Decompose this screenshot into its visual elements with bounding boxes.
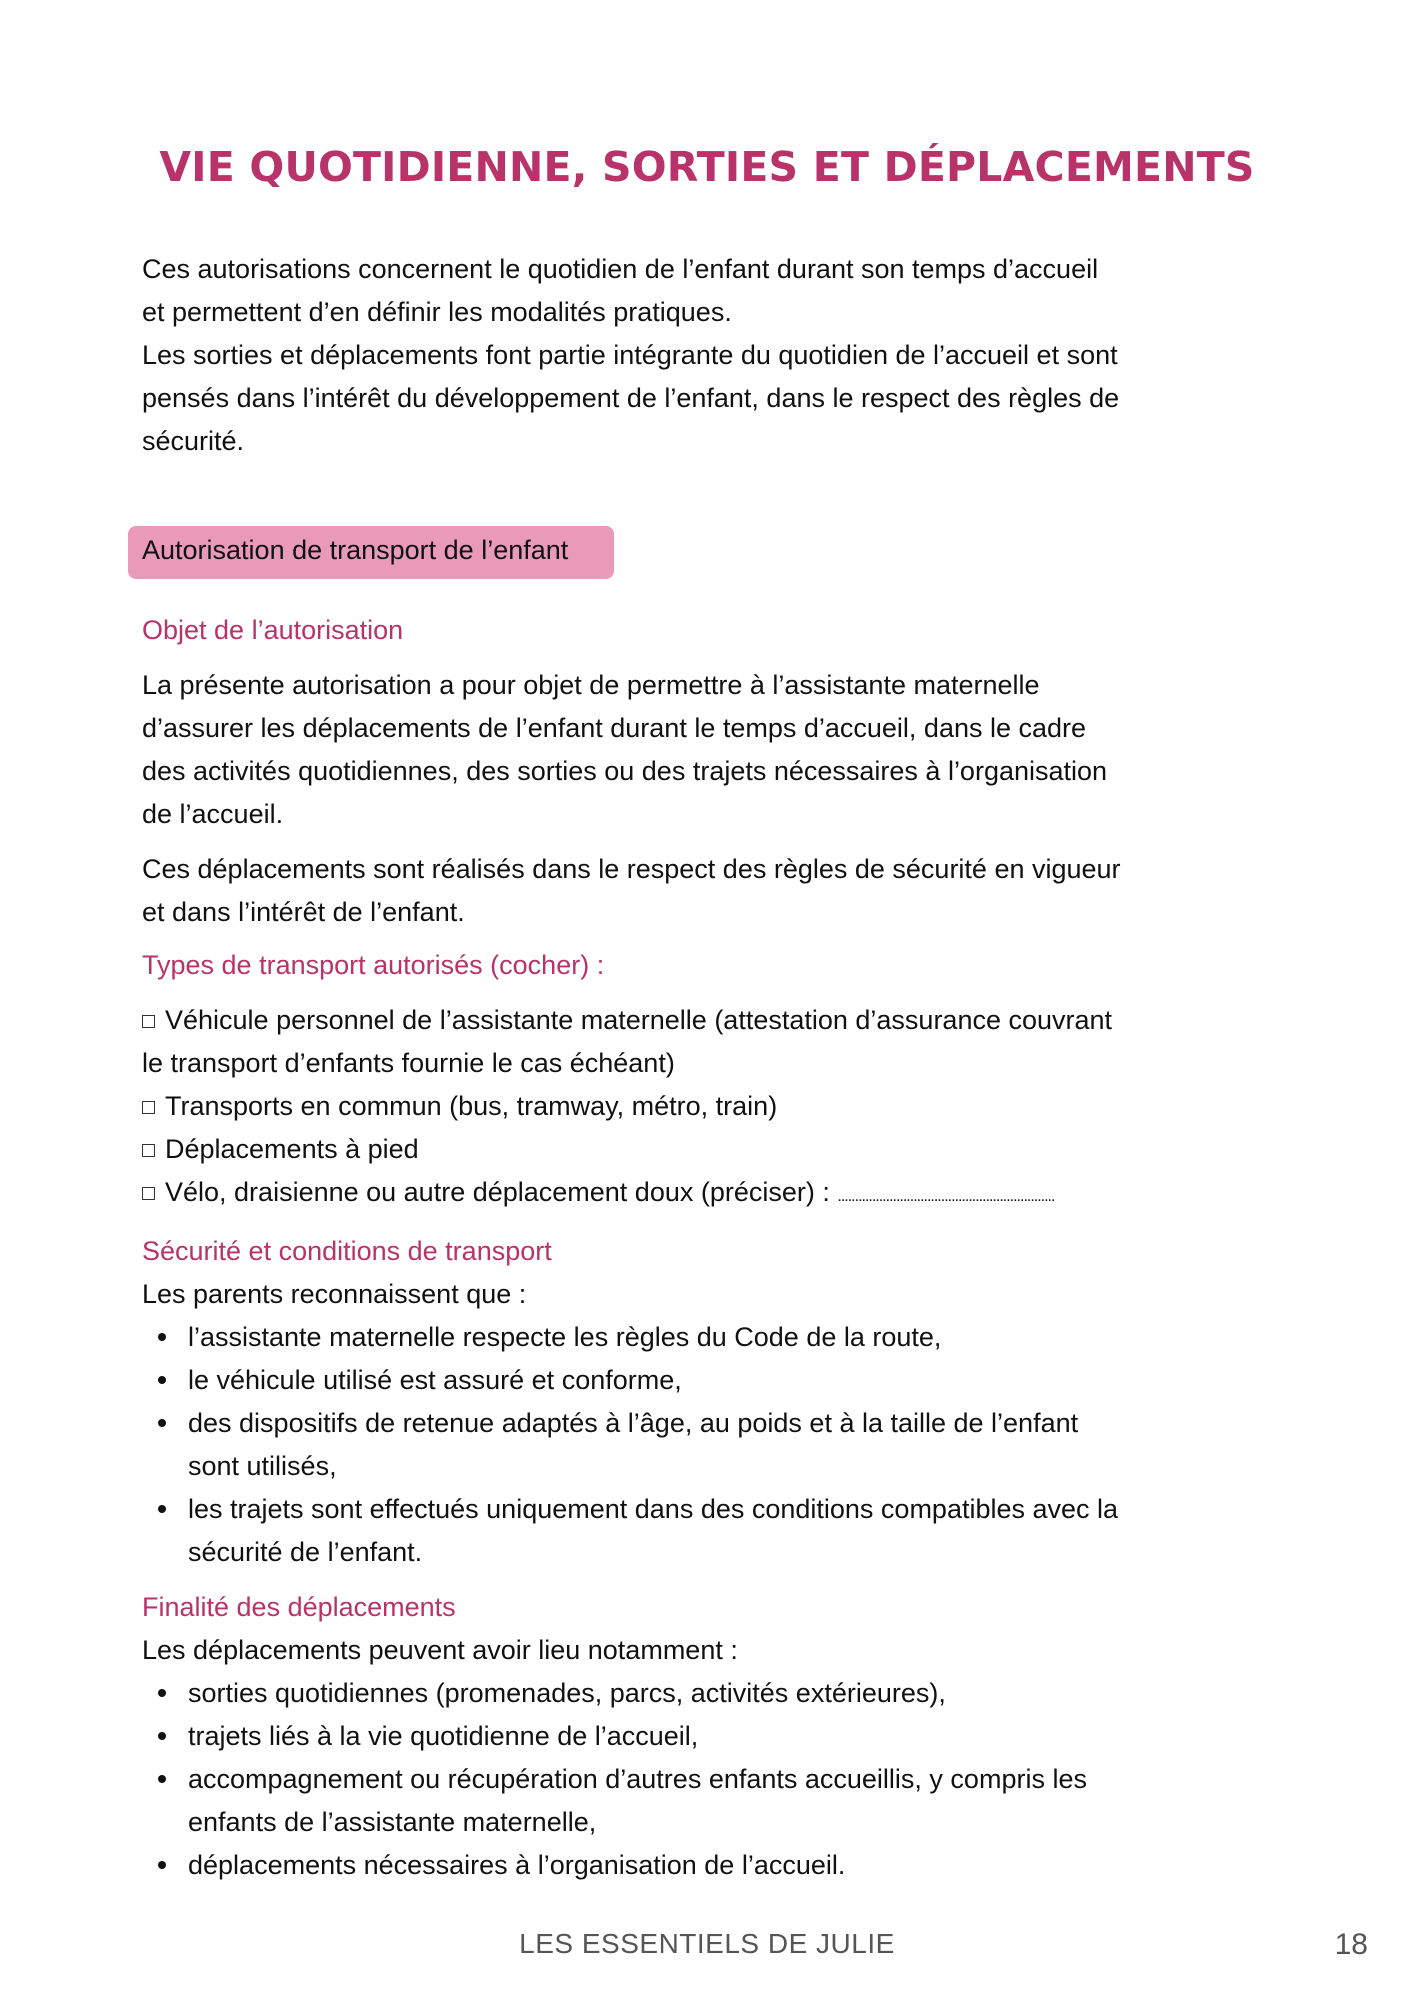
paragraph-line: Ces déplacements sont réalisés dans le respect des règles de sécurité en vigueur bbox=[142, 854, 1121, 884]
checkbox-icon[interactable] bbox=[142, 1015, 155, 1028]
footer-brand: LES ESSENTIELS DE JULIE bbox=[519, 1928, 895, 1959]
subheading-securite: Sécurité et conditions de transport bbox=[142, 1236, 552, 1266]
option-label-continued: le transport d’enfants fournie le cas échéant) bbox=[142, 1048, 675, 1078]
checkbox-option-public-transport[interactable] bbox=[142, 1085, 1282, 1128]
list-item-text: accompagnement ou récupération d’autres enfants accueillis, y compris les bbox=[188, 1764, 1087, 1794]
intro-line: pensés dans l’intérêt du développement de l’enfant, dans le respect des règles de bbox=[142, 383, 1120, 413]
bullet-icon bbox=[158, 1732, 166, 1740]
finalite-lead: Les déplacements peuvent avoir lieu notamment : bbox=[142, 1635, 738, 1665]
intro-paragraph bbox=[142, 248, 1282, 463]
subheading-objet: Objet de l’autorisation bbox=[142, 615, 404, 645]
list-item bbox=[188, 1672, 1282, 1715]
list-item bbox=[188, 1715, 1282, 1758]
bullet-icon bbox=[158, 1861, 166, 1869]
checkbox-option-bike-soft-mobility[interactable] bbox=[142, 1171, 1282, 1218]
securite-bullet-list bbox=[142, 1316, 1282, 1574]
bullet-icon bbox=[158, 1333, 166, 1341]
list-item-text: déplacements nécessaires à l’organisation de l’accueil. bbox=[188, 1850, 846, 1880]
checkbox-option-personal-vehicle[interactable] bbox=[142, 999, 1282, 1085]
list-item bbox=[188, 1316, 1282, 1359]
paragraph-line: La présente autorisation a pour objet de permettre à l’assistante maternelle bbox=[142, 670, 1040, 700]
list-item-text: sorties quotidiennes (promenades, parcs, activités extérieures), bbox=[188, 1678, 946, 1708]
intro-line: sécurité. bbox=[142, 426, 245, 456]
fill-in-dotted-line[interactable]: ............................................................... bbox=[837, 1188, 1055, 1205]
securite-lead: Les parents reconnaissent que : bbox=[142, 1279, 527, 1309]
page-title: VIE QUOTIDIENNE, SORTIES ET DÉPLACEMENTS bbox=[159, 143, 1255, 191]
list-item bbox=[188, 1758, 1282, 1844]
bullet-icon bbox=[158, 1376, 166, 1384]
option-label: Véhicule personnel de l’assistante maternelle (attestation d’assurance couvrant bbox=[165, 1005, 1113, 1035]
finalite-bullet-list bbox=[142, 1672, 1282, 1887]
bullet-icon bbox=[158, 1505, 166, 1513]
section-badge-transport-authorization: Autorisation de transport de l’enfant bbox=[128, 526, 614, 579]
paragraph-line: de l’accueil. bbox=[142, 799, 284, 829]
list-item-text-continued: sécurité de l’enfant. bbox=[188, 1537, 423, 1567]
page-number: 18 bbox=[1334, 1928, 1368, 1961]
subheading-transport-types: Types de transport autorisés (cocher) : bbox=[142, 950, 605, 980]
paragraph-line: des activités quotidiennes, des sorties ou des trajets nécessaires à l’organisation bbox=[142, 756, 1108, 786]
list-item-text: les trajets sont effectués uniquement dans des conditions compatibles avec la bbox=[188, 1494, 1119, 1524]
list-item-text-continued: enfants de l’assistante maternelle, bbox=[188, 1807, 597, 1837]
bullet-icon bbox=[158, 1419, 166, 1427]
list-item bbox=[188, 1359, 1282, 1402]
list-item bbox=[188, 1844, 1282, 1887]
list-item-text: des dispositifs de retenue adaptés à l’âge, au poids et à la taille de l’enfant bbox=[188, 1408, 1079, 1438]
list-item-text-continued: sont utilisés, bbox=[188, 1451, 337, 1481]
bullet-icon bbox=[158, 1775, 166, 1783]
checkbox-icon[interactable] bbox=[142, 1144, 155, 1157]
transport-types-checklist bbox=[142, 999, 1282, 1218]
checkbox-icon[interactable] bbox=[142, 1187, 155, 1200]
intro-line: et permettent d’en définir les modalités pratiques. bbox=[142, 297, 732, 327]
list-item bbox=[188, 1488, 1282, 1574]
paragraph-line: et dans l’intérêt de l’enfant. bbox=[142, 897, 465, 927]
objet-paragraph-1 bbox=[142, 664, 1282, 836]
list-item-text: le véhicule utilisé est assuré et conforme, bbox=[188, 1365, 682, 1395]
subheading-finalite: Finalité des déplacements bbox=[142, 1592, 456, 1622]
paragraph-line: d’assurer les déplacements de l’enfant durant le temps d’accueil, dans le cadre bbox=[142, 713, 1087, 743]
list-item bbox=[188, 1402, 1282, 1488]
page-content bbox=[142, 248, 1282, 1887]
option-label: Transports en commun (bus, tramway, métro, train) bbox=[165, 1091, 778, 1121]
checkbox-icon[interactable] bbox=[142, 1101, 155, 1114]
objet-paragraph-2 bbox=[142, 848, 1282, 934]
list-item-text: l’assistante maternelle respecte les règles du Code de la route, bbox=[188, 1322, 942, 1352]
intro-line: Les sorties et déplacements font partie intégrante du quotidien de l’accueil et sont bbox=[142, 340, 1118, 370]
bullet-icon bbox=[158, 1689, 166, 1697]
list-item-text: trajets liés à la vie quotidienne de l’accueil, bbox=[188, 1721, 699, 1751]
intro-line: Ces autorisations concernent le quotidien de l’enfant durant son temps d’accueil bbox=[142, 254, 1099, 284]
option-label: Vélo, draisienne ou autre déplacement doux (préciser) : bbox=[165, 1177, 830, 1207]
checkbox-option-walking[interactable] bbox=[142, 1128, 1282, 1171]
option-label: Déplacements à pied bbox=[165, 1134, 419, 1164]
